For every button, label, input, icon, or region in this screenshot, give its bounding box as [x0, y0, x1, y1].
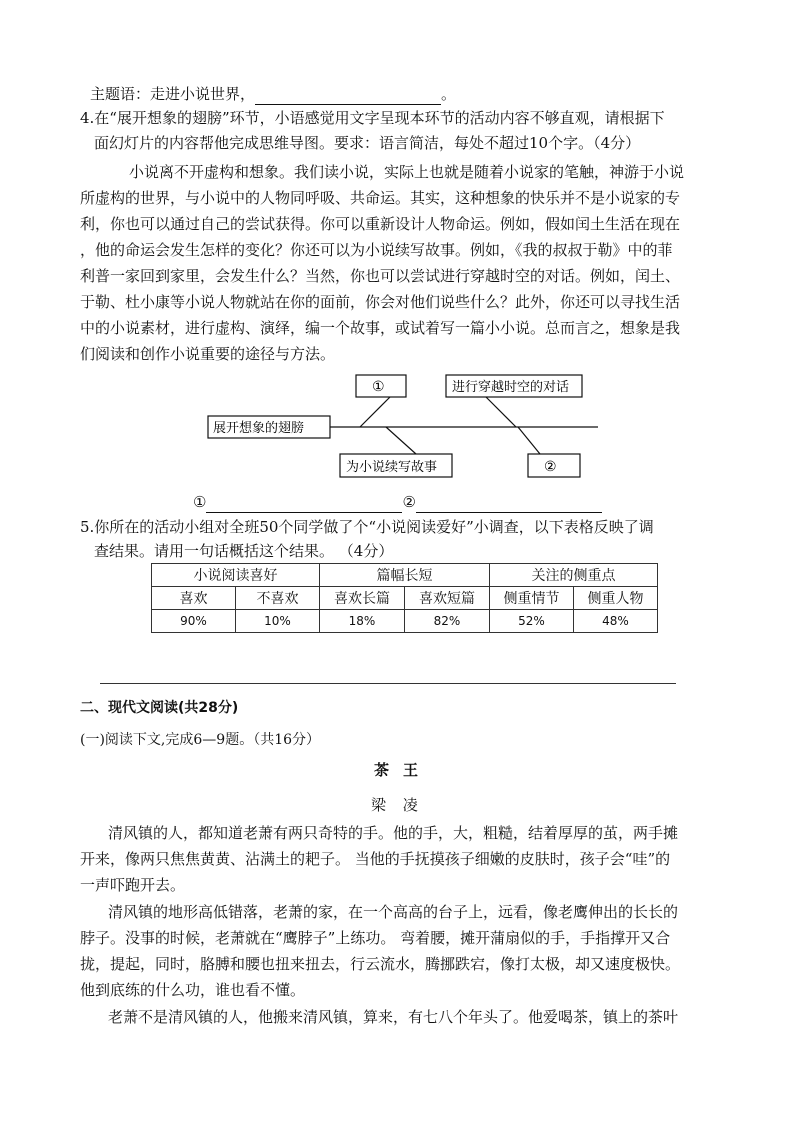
- table-cell: 18%: [320, 610, 405, 633]
- mind-map-branch: [486, 397, 516, 427]
- table-subheader: 喜欢: [152, 587, 236, 610]
- q5-line2: 查结果。请用一句话概括这个结果。 （4分）: [94, 542, 394, 560]
- answer-1-blank[interactable]: [206, 492, 402, 513]
- article-author: 梁 凌: [371, 796, 424, 814]
- table-cell: 48%: [574, 610, 658, 633]
- article-line: 老萧不是清风镇的人，他搬来清风镇，算来，有七八个年头了。他爱喝茶，镇上的茶叶: [108, 1008, 679, 1026]
- article-line: 他到底练的什么功，谁也看不懂。: [80, 981, 306, 999]
- mind-map-branch: [360, 397, 390, 427]
- q3-answer-blank[interactable]: [255, 84, 441, 105]
- table-row: [152, 610, 658, 633]
- q4-line1: 4.在“展开想象的翅膀”环节，小语感觉用文字呈现本环节的活动内容不够直观，请根据下: [80, 109, 665, 127]
- table-row: [152, 564, 658, 587]
- article-title: 茶王: [374, 761, 433, 779]
- article-line: 开来，像两只焦焦黄黄、沾满土的耙子。 当他的手抚摸孩子细嫩的皮肤时，孩子会“哇”的: [80, 850, 671, 868]
- answer-2-label: ②: [402, 493, 416, 511]
- q4-passage-line: 中的小说素材，进行虚构、演绎，编一个故事，或试着写一篇小小说。总而言之，想象是我: [80, 319, 681, 337]
- mind-map-branch: [386, 427, 416, 454]
- mind-map-box-4-label: ②: [544, 459, 557, 475]
- table-subheader: 喜欢短篇: [405, 587, 490, 610]
- table-cell: 90%: [152, 610, 236, 633]
- q3-prefix: 主题语：走进小说世界，: [90, 85, 256, 103]
- table-row: [152, 587, 658, 610]
- section-subheading: (一)阅读下文,完成6—9题。（共16分）: [80, 732, 321, 748]
- article-line: 清风镇的地形高低错落，老萧的家，在一个高高的台子上，远看，像老鹰伸出的长长的: [108, 903, 679, 921]
- q4-passage-line: 小说离不开虚构和想象。我们读小说，实际上也就是随着小说家的笔触，神游于小说: [129, 163, 685, 181]
- answer-1-label: ①: [193, 493, 207, 511]
- table-cell: 10%: [236, 610, 320, 633]
- section-divider: [100, 683, 676, 684]
- q4-passage-line: 利普一家回到家里，会发生什么？当然，你也可以尝试进行穿越时空的对话。例如，闰土、: [80, 267, 681, 285]
- q4-passage-line: 所虚构的世界，与小说中的人物同呼吸、共命运。其实，这种想象的快乐并不是小说家的专: [80, 189, 681, 207]
- answer-2-blank[interactable]: [416, 492, 602, 513]
- table-subheader: 侧重情节: [490, 587, 574, 610]
- article-line: 脖子。没事的时候，老萧就在“鹰脖子”上练功。 弯着腰，摊开蒲扇似的手，手指撑开又合: [80, 929, 671, 947]
- mind-map-box-1-label: ①: [372, 379, 385, 395]
- q4-answers-line: [193, 492, 602, 513]
- table-group-header: 关注的侧重点: [490, 564, 658, 587]
- table-subheader: 不喜欢: [236, 587, 320, 610]
- q4-passage-line: 们阅读和创作小说重要的途径与方法。: [80, 345, 336, 363]
- article-line: 一声吓跑开去。: [80, 876, 186, 894]
- q3-suffix: 。: [441, 85, 457, 103]
- survey-table: [151, 563, 658, 633]
- table-cell: 82%: [405, 610, 490, 633]
- q4-passage-line: 利，你也可以通过自己的尝试获得。你可以重新设计人物命运。例如，假如闰土生活在现在: [80, 215, 681, 233]
- table-group-header: 篇幅长短: [320, 564, 490, 587]
- q5-line1: 5.你所在的活动小组对全班50个同学做了个“小说阅读爱好”小调查，以下表格反映了调: [80, 518, 654, 536]
- table-subheader: 喜欢长篇: [320, 587, 405, 610]
- q3-theme-line: [90, 84, 456, 105]
- q4-passage-line: ，他的命运会发生怎样的变化？你还可以为小说续写故事。例如，《我的叔叔于勒》中的菲: [80, 241, 673, 259]
- table-subheader: 侧重人物: [574, 587, 658, 610]
- table-cell: 52%: [490, 610, 574, 633]
- mind-map-diagram: [200, 368, 600, 484]
- mind-map-box-2-label: 进行穿越时空的对话: [452, 380, 570, 395]
- article-line: 拢，提起，同时，胳膊和腰也扭来扭去，行云流水，腾挪跌宕，像打太极，却又速度极快。: [80, 955, 681, 973]
- table-group-header: 小说阅读喜好: [152, 564, 320, 587]
- section-heading: 二、现代文阅读(共28分): [80, 700, 239, 716]
- mind-map-box-3-label: 为小说续写故事: [346, 460, 438, 475]
- mind-map-root-label: 展开想象的翅膀: [213, 421, 305, 436]
- q4-passage-line: 于勒、杜小康等小说人物就站在你的面前，你会对他们说些什么？此外，你还可以寻找生活: [80, 293, 681, 311]
- q4-line2: 面幻灯片的内容帮他完成思维导图。要求：语言简洁，每处不超过10个字。（4分）: [94, 134, 641, 152]
- article-line: 清风镇的人，都知道老萧有两只奇特的手。他的手，大，粗糙，结着厚厚的茧，两手摊: [108, 824, 679, 842]
- mind-map-branch: [518, 427, 540, 454]
